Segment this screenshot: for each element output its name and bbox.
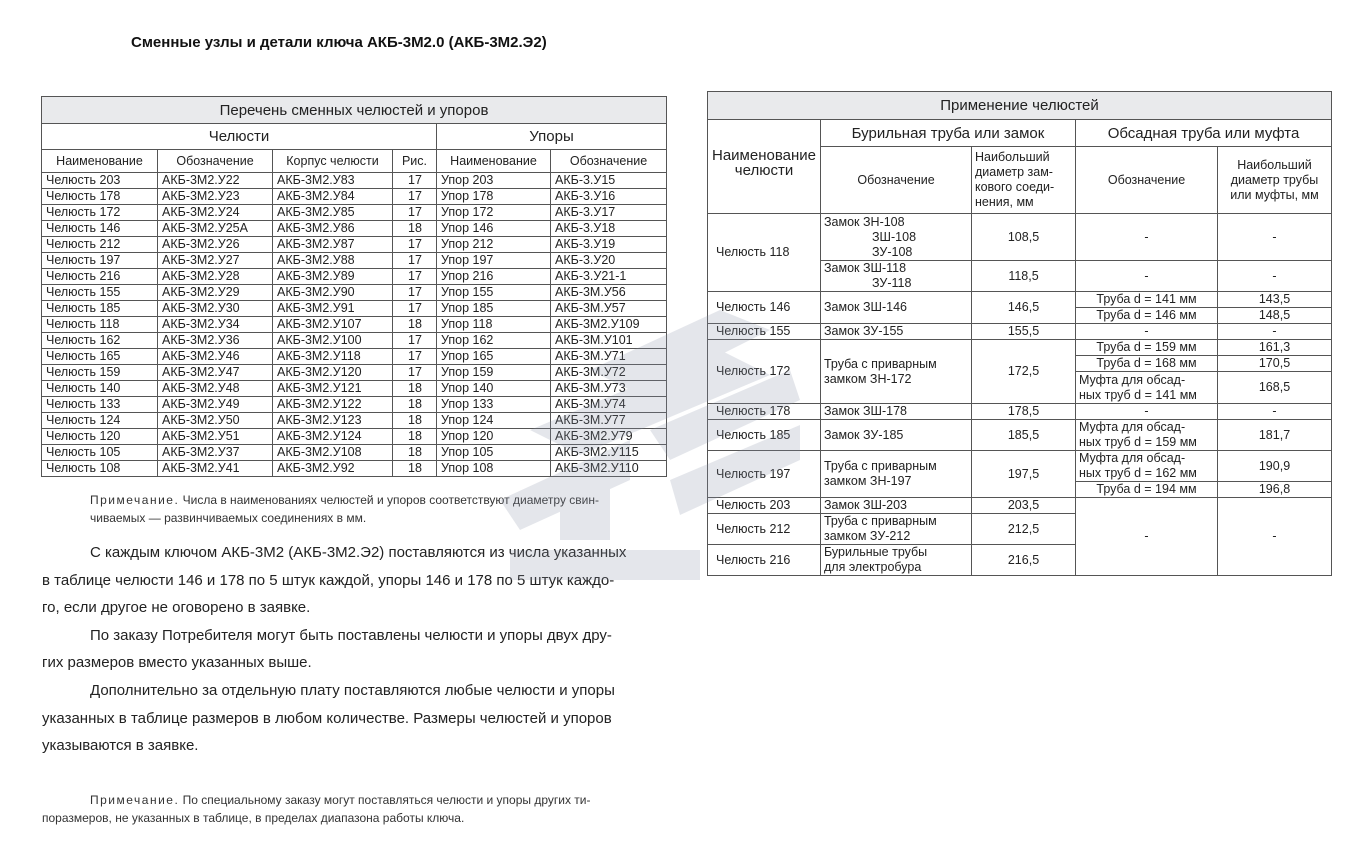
table-cell: АКБ-3М2.У100: [273, 333, 393, 349]
table-row: [708, 214, 1332, 261]
note-1: [90, 491, 599, 527]
col-header: Наименование: [437, 150, 551, 173]
table-cell: АКБ-3М2.У89: [273, 269, 393, 285]
table-cell: АКБ-3М2.У79: [551, 429, 667, 445]
table-cell: АКБ-3М2.У23: [158, 189, 273, 205]
table-cell: Упор 118: [437, 317, 551, 333]
lock-text: замком ЗН-172: [824, 371, 912, 386]
table-cell: 18: [393, 429, 437, 445]
table-row: [708, 292, 1332, 308]
table-cell: Упор 165: [437, 349, 551, 365]
value-cell: 185,5: [972, 420, 1076, 451]
lock-text: Замок ЗН-108: [824, 214, 905, 229]
note-text: чиваемых — развинчиваемых соединениях в мм.: [90, 511, 367, 525]
table-cell: 17: [393, 301, 437, 317]
col-header: Обозначение: [821, 147, 972, 214]
pipe-cell: Труба d = 194 мм: [1076, 482, 1218, 498]
col-header: Обозначение: [551, 150, 667, 173]
table-cell: Челюсть 155: [42, 285, 158, 301]
table-cell: 18: [393, 317, 437, 333]
table-cell: Челюсть 162: [42, 333, 158, 349]
note-text: Числа в наименованиях челюстей и упоров соответствуют диаметру свин-: [182, 493, 599, 507]
table-cell: 17: [393, 349, 437, 365]
note-label: Примечание.: [90, 793, 180, 807]
lock-text: для электробура: [824, 560, 922, 574]
table-row: [42, 301, 667, 317]
paragraph-line: указанных в таблице размеров в любом количестве. Размеры челюстей и упоров: [42, 710, 612, 727]
table-cell: 17: [393, 253, 437, 269]
jaw-name: Челюсть 155: [708, 324, 821, 340]
pipe-cell: [1076, 451, 1218, 482]
lock-cell: [821, 214, 972, 261]
table-cell: 17: [393, 333, 437, 349]
paragraph-line: го, если другое не оговорено в заявке.: [42, 599, 311, 616]
table-cell: АКБ-3М2.У37: [158, 445, 273, 461]
lock-text: ЗУ-108: [872, 244, 913, 259]
table-cell: Упор 162: [437, 333, 551, 349]
table-cell: АКБ-3М2.У118: [273, 349, 393, 365]
group-header-drill: Бурильная труба или замок: [821, 120, 1076, 147]
table-cell: 18: [393, 381, 437, 397]
pipe-text: Муфта для обсад-: [1079, 372, 1186, 387]
table-row: [708, 498, 1332, 514]
table-cell: АКБ-3М2.У48: [158, 381, 273, 397]
value-cell: -: [1218, 498, 1332, 576]
col-header: Корпус челюсти: [273, 150, 393, 173]
jaw-name: Челюсть 216: [708, 545, 821, 576]
table-cell: АКБ-3М2.У110: [551, 461, 667, 477]
table-cell: 17: [393, 189, 437, 205]
table-cell: 18: [393, 221, 437, 237]
jaw-name: Челюсть 118: [708, 214, 821, 292]
table-cell: АКБ-3М2.У123: [273, 413, 393, 429]
table-cell: Челюсть 105: [42, 445, 158, 461]
table-row: [42, 461, 667, 477]
table-cell: АКБ-3М.У101: [551, 333, 667, 349]
lock-cell: Замок ЗУ-185: [821, 420, 972, 451]
value-cell: -: [1076, 324, 1218, 340]
col-header: Рис.: [393, 150, 437, 173]
table-cell: Челюсть 165: [42, 349, 158, 365]
col-header: Обозначение: [158, 150, 273, 173]
jaw-name: Челюсть 212: [708, 514, 821, 545]
lock-text: Замок ЗШ-118: [824, 261, 907, 275]
table-row: [708, 404, 1332, 420]
table-cell: Упор 212: [437, 237, 551, 253]
value-cell: -: [1076, 404, 1218, 420]
table-cell: 18: [393, 413, 437, 429]
table-cell: АКБ-3М2.У88: [273, 253, 393, 269]
note-2: [42, 791, 591, 827]
table-cell: Упор 155: [437, 285, 551, 301]
table-cell: АКБ-3М2.У28: [158, 269, 273, 285]
lock-text: Бурильные трубы: [824, 545, 928, 559]
pipe-text: ных труб d = 141 мм: [1079, 387, 1197, 402]
table-cell: Упор 133: [437, 397, 551, 413]
lock-text: ЗШ-108: [872, 229, 917, 244]
value-cell: 196,8: [1218, 482, 1332, 498]
table-row: [42, 237, 667, 253]
value-cell: 216,5: [972, 545, 1076, 576]
table-cell: Челюсть 197: [42, 253, 158, 269]
table-cell: 17: [393, 285, 437, 301]
table-cell: АКБ-3.У18: [551, 221, 667, 237]
table-row: [42, 413, 667, 429]
col-header: Наименование: [42, 150, 158, 173]
table-cell: АКБ-3М2.У92: [273, 461, 393, 477]
value-cell: -: [1218, 261, 1332, 292]
lock-text: ЗУ-118: [872, 276, 912, 290]
table-cell: АКБ-3.У16: [551, 189, 667, 205]
lock-text: замком ЗН-197: [824, 474, 912, 488]
value-cell: 190,9: [1218, 451, 1332, 482]
pipe-text: Муфта для обсад-: [1079, 451, 1186, 465]
lock-cell: Замок ЗШ-146: [821, 292, 972, 324]
table-cell: Упор 146: [437, 221, 551, 237]
jaw-name: Челюсть 146: [708, 292, 821, 324]
paragraph-line: По заказу Потребителя могут быть поставлены челюсти и упоры двух дру-: [90, 627, 612, 644]
lock-text: Труба с приварным: [824, 514, 937, 528]
value-cell: 148,5: [1218, 308, 1332, 324]
table-cell: Упор 178: [437, 189, 551, 205]
paragraph-line: в таблице челюсти 146 и 178 по 5 штук каждой, упоры 146 и 178 по 5 штук каждо-: [42, 572, 615, 589]
table-cell: Челюсть 140: [42, 381, 158, 397]
table-cell: АКБ-3М2.У115: [551, 445, 667, 461]
table-cell: Челюсть 120: [42, 429, 158, 445]
table-row: [42, 381, 667, 397]
table-cell: АКБ-3М2.У22: [158, 173, 273, 189]
table-cell: АКБ-3М2.У24: [158, 205, 273, 221]
table-row: [42, 269, 667, 285]
value-cell: 168,5: [1218, 372, 1332, 404]
table-row: [42, 429, 667, 445]
table-row: [42, 173, 667, 189]
pipe-cell: Труба d = 146 мм: [1076, 308, 1218, 324]
table-cell: АКБ-3М2.У47: [158, 365, 273, 381]
pipe-text: ных труб d = 162 мм: [1079, 466, 1197, 480]
table-row: [42, 221, 667, 237]
table-row: [708, 340, 1332, 356]
table-cell: Челюсть 203: [42, 173, 158, 189]
jaw-name: Челюсть 178: [708, 404, 821, 420]
value-cell: -: [1076, 214, 1218, 261]
table-row: [708, 451, 1332, 482]
note-text: поразмеров, не указанных в таблице, в пределах диапазона работы ключа.: [42, 811, 465, 825]
table-cell: АКБ-3М2.У49: [158, 397, 273, 413]
pipe-cell: Труба d = 141 мм: [1076, 292, 1218, 308]
note-text: По специальному заказу могут поставляться челюсти и упоры других ти-: [182, 793, 591, 807]
value-cell: 197,5: [972, 451, 1076, 498]
lock-cell: Замок ЗУ-155: [821, 324, 972, 340]
jaw-name: Челюсть 185: [708, 420, 821, 451]
table-cell: Упор 216: [437, 269, 551, 285]
table-cell: АКБ-3М2.У107: [273, 317, 393, 333]
table-cell: Челюсть 212: [42, 237, 158, 253]
table-cell: АКБ-3М2.У108: [273, 445, 393, 461]
table-row: [42, 253, 667, 269]
table-cell: Упор 124: [437, 413, 551, 429]
value-cell: 212,5: [972, 514, 1076, 545]
value-cell: -: [1076, 498, 1218, 576]
table-cell: АКБ-3М2.У84: [273, 189, 393, 205]
table-cell: Челюсть 118: [42, 317, 158, 333]
lock-text: Труба с приварным: [824, 356, 937, 371]
table-cell: АКБ-3М.У77: [551, 413, 667, 429]
value-cell: 108,5: [972, 214, 1076, 261]
lock-cell: [821, 261, 972, 292]
value-cell: 181,7: [1218, 420, 1332, 451]
value-cell: -: [1218, 214, 1332, 261]
paragraph-line: указываются в заявке.: [42, 737, 199, 754]
table-cell: АКБ-3М.У74: [551, 397, 667, 413]
table-cell: АКБ-3М2.У87: [273, 237, 393, 253]
jaws-application-table: [707, 91, 1332, 576]
table-cell: АКБ-3.У19: [551, 237, 667, 253]
table-cell: 17: [393, 269, 437, 285]
table-cell: АКБ-3М.У71: [551, 349, 667, 365]
table-cell: Упор 105: [437, 445, 551, 461]
table-row: [42, 333, 667, 349]
table-cell: Челюсть 159: [42, 365, 158, 381]
pipe-cell: Труба d = 159 мм: [1076, 340, 1218, 356]
col-header: Наименование челюсти: [708, 120, 821, 214]
pipe-text: ных труб d = 159 мм: [1079, 435, 1197, 449]
table-cell: АКБ-3.У21-1: [551, 269, 667, 285]
table-cell: АКБ-3М2.У85: [273, 205, 393, 221]
table-cell: Челюсть 146: [42, 221, 158, 237]
table-cell: Челюсть 133: [42, 397, 158, 413]
table-cell: АКБ-3М2.У27: [158, 253, 273, 269]
value-cell: 170,5: [1218, 356, 1332, 372]
table-cell: Упор 108: [437, 461, 551, 477]
table-cell: АКБ-3М2.У121: [273, 381, 393, 397]
table-row: [42, 189, 667, 205]
table-cell: 17: [393, 173, 437, 189]
table-cell: АКБ-3М2.У36: [158, 333, 273, 349]
table-cell: АКБ-3М2.У51: [158, 429, 273, 445]
table-cell: 17: [393, 237, 437, 253]
table-cell: Упор 159: [437, 365, 551, 381]
table-cell: 17: [393, 365, 437, 381]
table-cell: АКБ-3М2.У26: [158, 237, 273, 253]
paragraph-line: С каждым ключом АКБ-3М2 (АКБ-3М2.Э2) поставляются из числа указанных: [90, 544, 627, 561]
table-cell: Упор 172: [437, 205, 551, 221]
table-cell: АКБ-3М.У72: [551, 365, 667, 381]
lock-text: замком ЗУ-212: [824, 529, 911, 543]
table-cell: АКБ-3М2.У109: [551, 317, 667, 333]
value-cell: 118,5: [972, 261, 1076, 292]
table-cell: АКБ-3.У20: [551, 253, 667, 269]
table-cell: АКБ-3М2.У91: [273, 301, 393, 317]
col-header: Наибольший диаметр трубы или муфты, мм: [1218, 147, 1332, 214]
table-cell: Упор 185: [437, 301, 551, 317]
table-cell: Упор 120: [437, 429, 551, 445]
pipe-cell: [1076, 420, 1218, 451]
table-cell: АКБ-3М.У57: [551, 301, 667, 317]
jaw-name: Челюсть 203: [708, 498, 821, 514]
table-cell: АКБ-3М2.У86: [273, 221, 393, 237]
lock-cell: [821, 514, 972, 545]
group-header-casing: Обсадная труба или муфта: [1076, 120, 1332, 147]
group-header-jaws: Челюсти: [42, 124, 437, 150]
pipe-cell: [1076, 372, 1218, 404]
table-cell: АКБ-3.У15: [551, 173, 667, 189]
table-cell: АКБ-3М2.У29: [158, 285, 273, 301]
table-row: [42, 205, 667, 221]
table-caption: Перечень сменных челюстей и упоров: [42, 97, 667, 124]
table-cell: АКБ-3М2.У83: [273, 173, 393, 189]
table-row: [42, 445, 667, 461]
value-cell: 161,3: [1218, 340, 1332, 356]
table-cell: Упор 203: [437, 173, 551, 189]
lock-cell: Замок ЗШ-203: [821, 498, 972, 514]
table-row: [708, 324, 1332, 340]
table-cell: АКБ-3М2.У41: [158, 461, 273, 477]
table-cell: 18: [393, 461, 437, 477]
table-row: [708, 420, 1332, 451]
table-cell: АКБ-3М2.У124: [273, 429, 393, 445]
pipe-text: Муфта для обсад-: [1079, 420, 1186, 434]
table-row: [42, 349, 667, 365]
table-cell: АКБ-3.У17: [551, 205, 667, 221]
table-cell: АКБ-3М2.У25А: [158, 221, 273, 237]
table-cell: АКБ-3М.У73: [551, 381, 667, 397]
table-cell: Челюсть 108: [42, 461, 158, 477]
paragraph-line: гих размеров вместо указанных выше.: [42, 654, 312, 671]
table-cell: АКБ-3М2.У30: [158, 301, 273, 317]
lock-cell: [821, 340, 972, 404]
table-row: [42, 397, 667, 413]
value-cell: 146,5: [972, 292, 1076, 324]
table-cell: Челюсть 124: [42, 413, 158, 429]
value-cell: 172,5: [972, 340, 1076, 404]
value-cell: 143,5: [1218, 292, 1332, 308]
note-label: Примечание.: [90, 493, 180, 507]
value-cell: 203,5: [972, 498, 1076, 514]
table-cell: АКБ-3М2.У122: [273, 397, 393, 413]
col-header: Наибольший диаметр зам-кового соеди-нения, мм: [972, 147, 1076, 214]
value-cell: 178,5: [972, 404, 1076, 420]
value-cell: -: [1218, 404, 1332, 420]
jaw-name: Челюсть 172: [708, 340, 821, 404]
table-cell: Челюсть 178: [42, 189, 158, 205]
pipe-cell: Труба d = 168 мм: [1076, 356, 1218, 372]
table-cell: АКБ-3М2.У46: [158, 349, 273, 365]
table-row: [42, 285, 667, 301]
lock-cell: [821, 545, 972, 576]
table-cell: АКБ-3М.У56: [551, 285, 667, 301]
table-cell: 18: [393, 445, 437, 461]
table-row: [42, 317, 667, 333]
jaw-name: Челюсть 197: [708, 451, 821, 498]
col-header: Обозначение: [1076, 147, 1218, 214]
table-cell: Челюсть 172: [42, 205, 158, 221]
lock-cell: [821, 451, 972, 498]
lock-cell: Замок ЗШ-178: [821, 404, 972, 420]
jaws-stops-table: [41, 96, 667, 477]
table-body: [42, 173, 667, 477]
table-cell: АКБ-3М2.У120: [273, 365, 393, 381]
page-title: Сменные узлы и детали ключа АКБ-3М2.0 (АКБ-3М2.Э2): [131, 34, 547, 51]
table-caption: Применение челюстей: [708, 92, 1332, 120]
table-cell: АКБ-3М2.У34: [158, 317, 273, 333]
table-cell: Упор 197: [437, 253, 551, 269]
lock-text: Труба с приварным: [824, 459, 937, 473]
table-cell: 18: [393, 397, 437, 413]
value-cell: -: [1076, 261, 1218, 292]
value-cell: 155,5: [972, 324, 1076, 340]
table-cell: 17: [393, 205, 437, 221]
table-cell: АКБ-3М2.У90: [273, 285, 393, 301]
table-cell: Челюсть 185: [42, 301, 158, 317]
table-cell: Челюсть 216: [42, 269, 158, 285]
paragraph-line: Дополнительно за отдельную плату поставляются любые челюсти и упоры: [90, 682, 615, 699]
value-cell: -: [1218, 324, 1332, 340]
table-cell: АКБ-3М2.У50: [158, 413, 273, 429]
table-cell: Упор 140: [437, 381, 551, 397]
group-header-stops: Упоры: [437, 124, 667, 150]
table-row: [42, 365, 667, 381]
